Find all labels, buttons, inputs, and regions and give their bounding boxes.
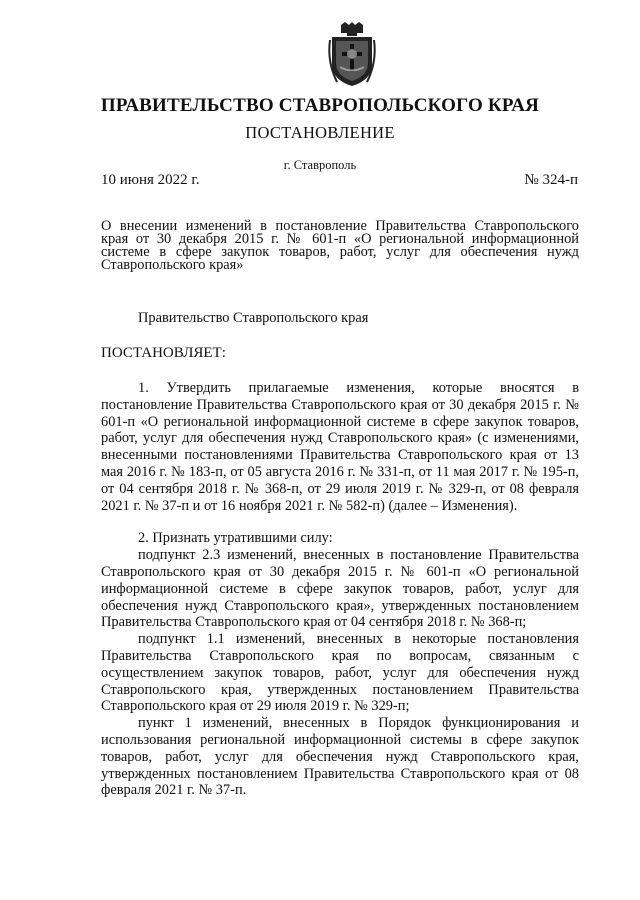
paragraph: 1. Утвердить прилагаемые изменения, которые вносятся в постановление Правительства Ставропольского края от 30 декабря 2015 г. № 601-п «О региональной информационной системе в сфере закупок товаров, работ, услуг для обеспечения нужд Ставропольского края» (с изменениями, внесенными постановлениями Правительства Ставропольского края от 13 мая 2016 г. № 183-п, от 05 августа 2016 г. № 331-п, от 11 мая 2017 г. № 195-п, от 04 сентября 2018 г. № 368-п, от 29 июля 2019 г. № 329-п, от 08 февраля 2021 г. № 37-п и от 16 ноября 2021 г. № 582-п) (далее – Изменения). — [101, 380, 579, 514]
paragraph: 2. Признать утратившими силу: — [138, 530, 333, 547]
document-subject: О внесении изменений в постановление Правительства Ставропольского края от 30 декабря 2015 г. № 601-п «О региональной информационной системе в сфере закупок товаров, работ, услуг для обеспечения нужд Ставропольского края» — [101, 218, 579, 273]
paragraph: подпункт 2.3 изменений, внесенных в постановление Правительства Ставропольского края от 30 декабря 2015 г. № 601-п «О региональной информационной системе в сфере закупок товаров, работ, услуг для обеспечения нужд Ставропольского края», утвержденных постановлением Правительства Ставропольского края от 04 сентября 2018 г. № 368-п; — [101, 547, 579, 631]
government-title: ПРАВИТЕЛЬСТВО СТАВРОПОЛЬСКОГО КРАЯ — [100, 95, 540, 116]
resolves-heading: ПОСТАНОВЛЯЕТ: — [101, 345, 226, 361]
document-number: № 324-п — [524, 172, 578, 188]
document-body — [101, 380, 579, 799]
issuing-body: Правительство Ставропольского края — [138, 310, 369, 326]
paragraph: подпункт 1.1 изменений, внесенных в некоторые постановления Правительства Ставропольского края по вопросам, связанным с осуществлением закупок товаров, работ, услуг для обеспечения нужд Ставропольского края, утвержденных постановлением Правительства Ставропольского края от 29 июля 2019 г. № 329-п; — [101, 631, 579, 715]
paragraph: пункт 1 изменений, внесенных в Порядок функционирования и использования региональной информационной системы в сфере закупок товаров, работ, услуг для обеспечения нужд Ставропольского края, утвержденных постановлением Правительства Ставропольского края от 08 февраля 2021 г. № 37-п. — [101, 715, 579, 799]
document-type: ПОСТАНОВЛЕНИЕ — [245, 123, 395, 142]
document-date: 10 июня 2022 г. — [101, 172, 200, 188]
stavropol-coat-of-arms-icon — [327, 22, 377, 88]
city: г. Ставрополь — [283, 158, 357, 172]
